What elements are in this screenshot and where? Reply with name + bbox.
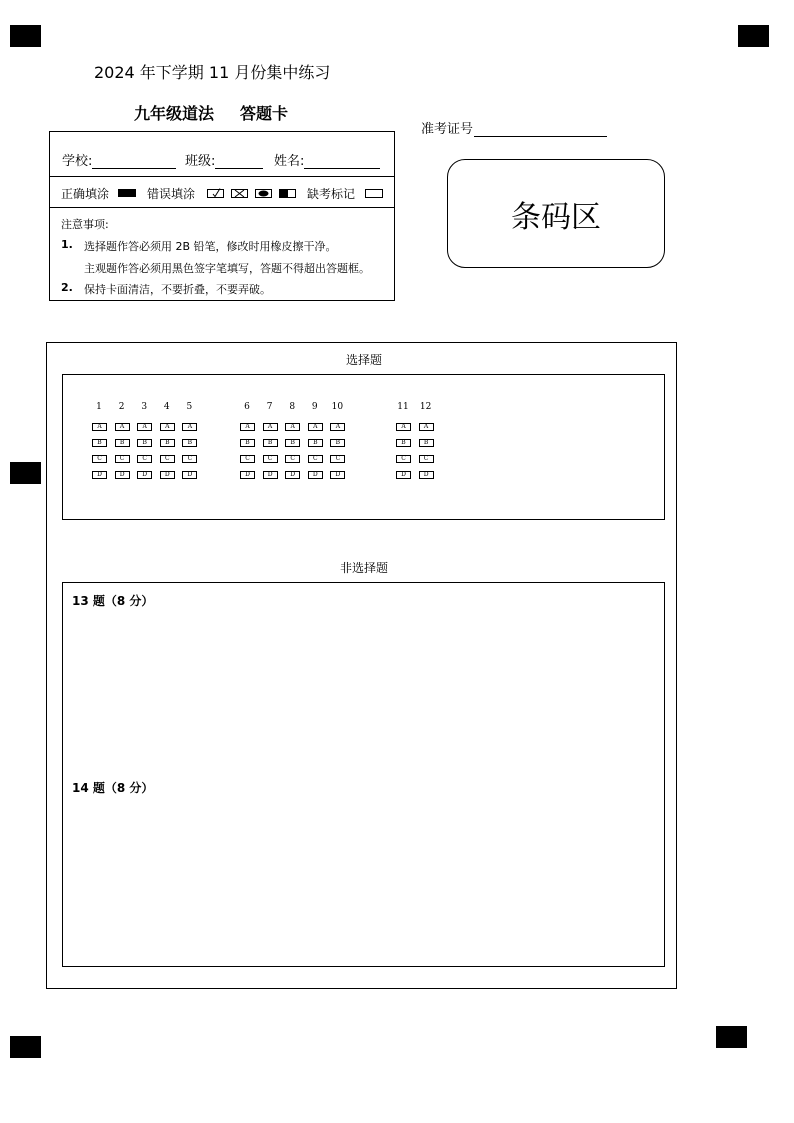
registration-mark-top-left — [10, 25, 41, 47]
question-number: 5 — [186, 402, 193, 412]
option-bubble[interactable]: D — [330, 471, 345, 479]
option-bubble[interactable]: D — [92, 471, 107, 479]
admission-number-field[interactable] — [421, 118, 607, 137]
question-number: 6 — [244, 402, 250, 412]
nonchoice-answer-box — [62, 582, 665, 967]
option-bubble[interactable]: A — [330, 423, 345, 431]
option-bubble[interactable]: B — [115, 439, 130, 447]
school-label: 学校: — [62, 154, 93, 169]
school-field[interactable] — [62, 150, 176, 169]
subject-name: 九年级道法 — [134, 104, 215, 123]
option-bubble[interactable]: D — [115, 471, 130, 479]
registration-mark-bottom-right — [716, 1026, 747, 1048]
wrong-fill-half-icon — [280, 190, 296, 198]
question-13-label: 13 题（8 分） — [72, 594, 154, 608]
question-number: 3 — [141, 402, 148, 412]
absent-mark-label: 缺考标记 — [307, 187, 356, 201]
note-2-number: 2. — [61, 281, 73, 294]
option-bubble[interactable]: D — [263, 471, 278, 479]
correct-fill-label: 正确填涂 — [61, 187, 110, 201]
class-label: 班级: — [185, 154, 216, 169]
student-info-box — [49, 131, 395, 301]
registration-mark-top-right — [738, 25, 769, 47]
barcode-area — [447, 159, 665, 268]
option-bubble[interactable]: D — [308, 471, 323, 479]
option-bubble[interactable]: B — [419, 439, 434, 447]
option-bubble[interactable]: D — [396, 471, 411, 479]
question-number: 12 — [419, 402, 432, 412]
option-bubble[interactable]: C — [263, 455, 278, 463]
option-bubble[interactable]: A — [308, 423, 323, 431]
option-bubble[interactable]: A — [137, 423, 152, 431]
option-bubble[interactable]: B — [182, 439, 197, 447]
school-line[interactable] — [92, 154, 176, 169]
choice-answer-box — [62, 374, 665, 520]
option-bubble[interactable]: C — [160, 455, 175, 463]
option-bubble[interactable]: A — [182, 423, 197, 431]
class-field[interactable] — [185, 150, 263, 169]
admission-number-line[interactable] — [474, 122, 607, 137]
option-bubble[interactable]: C — [396, 455, 411, 463]
option-bubble[interactable]: B — [92, 439, 107, 447]
question-number: 11 — [397, 402, 409, 412]
note-1-line-2: 主观题作答必须用黑色签字笔填写，答题不得超出答题框。 — [84, 262, 370, 275]
question-13-answer-area[interactable] — [64, 613, 663, 773]
question-number: 1 — [96, 402, 102, 412]
question-14-label: 14 题（8 分） — [72, 781, 154, 795]
option-bubble[interactable]: B — [137, 439, 152, 447]
option-bubble[interactable]: C — [330, 455, 345, 463]
option-bubble[interactable]: A — [263, 423, 278, 431]
note-2-line-1: 保持卡面清洁，不要折叠，不要弄破。 — [84, 283, 271, 296]
option-bubble[interactable]: C — [308, 455, 323, 463]
student-info-row — [50, 132, 394, 177]
absent-mark-box[interactable] — [365, 189, 383, 198]
name-label: 姓名: — [274, 154, 305, 169]
question-number: 7 — [266, 402, 273, 412]
question-number: 4 — [163, 402, 170, 412]
option-bubble[interactable]: C — [115, 455, 130, 463]
option-bubble[interactable]: C — [182, 455, 197, 463]
option-bubble[interactable]: C — [240, 455, 255, 463]
note-1-number: 1. — [61, 238, 73, 251]
option-bubble[interactable]: B — [263, 439, 278, 447]
question-number: 2 — [118, 402, 125, 412]
admission-number-label: 准考证号 — [421, 122, 474, 137]
option-bubble[interactable]: A — [240, 423, 255, 431]
option-bubble[interactable]: B — [330, 439, 345, 447]
wrong-fill-icons — [207, 188, 297, 199]
option-bubble[interactable]: D — [419, 471, 434, 479]
option-bubble[interactable]: B — [308, 439, 323, 447]
option-bubble[interactable]: D — [285, 471, 300, 479]
question-number: 8 — [289, 402, 296, 412]
option-bubble[interactable]: A — [419, 423, 434, 431]
option-bubble[interactable]: C — [137, 455, 152, 463]
option-bubble[interactable]: A — [285, 423, 300, 431]
name-line[interactable] — [304, 154, 380, 169]
option-bubble[interactable]: B — [285, 439, 300, 447]
option-bubble[interactable]: A — [115, 423, 130, 431]
nonchoice-section-title: 非选择题 — [339, 561, 388, 575]
option-bubble[interactable]: A — [160, 423, 175, 431]
option-bubble[interactable]: C — [285, 455, 300, 463]
registration-mark-middle-left — [10, 462, 41, 484]
wrong-fill-circle-icon — [256, 190, 272, 198]
option-bubble[interactable]: D — [137, 471, 152, 479]
option-bubble[interactable]: A — [92, 423, 107, 431]
wrong-fill-cross-icon — [232, 190, 248, 198]
option-bubble[interactable]: B — [160, 439, 175, 447]
fill-legend-row — [50, 177, 394, 208]
notes-section — [50, 208, 394, 300]
option-bubble[interactable]: D — [182, 471, 197, 479]
correct-fill-icon — [118, 189, 136, 197]
note-1-line-1: 选择题作答必须用 2B 铅笔，修改时用橡皮擦干净。 — [84, 240, 337, 253]
choice-section-title: 选择题 — [345, 353, 382, 367]
wrong-fill-label: 错误填涂 — [147, 187, 196, 201]
option-bubble[interactable]: C — [92, 455, 107, 463]
question-number: 9 — [311, 402, 318, 412]
card-name: 答题卡 — [240, 104, 289, 123]
registration-mark-bottom-left — [10, 1036, 41, 1058]
question-14-answer-area[interactable] — [64, 799, 663, 964]
option-bubble[interactable]: D — [160, 471, 175, 479]
question-number: 10 — [331, 402, 344, 412]
wrong-fill-check-icon — [208, 189, 224, 198]
exam-title: 2024 年下学期 11 月份集中练习 — [94, 63, 331, 82]
class-line[interactable] — [215, 154, 263, 169]
option-bubble[interactable]: D — [240, 471, 255, 479]
name-field[interactable] — [274, 150, 380, 169]
subject-title — [134, 101, 288, 124]
option-bubble[interactable]: A — [396, 423, 411, 431]
notes-heading: 注意事项: — [61, 218, 109, 231]
barcode-label: 条码区 — [511, 200, 601, 235]
option-bubble[interactable]: B — [240, 439, 255, 447]
option-bubble[interactable]: B — [396, 439, 411, 447]
option-bubble[interactable]: C — [419, 455, 434, 463]
